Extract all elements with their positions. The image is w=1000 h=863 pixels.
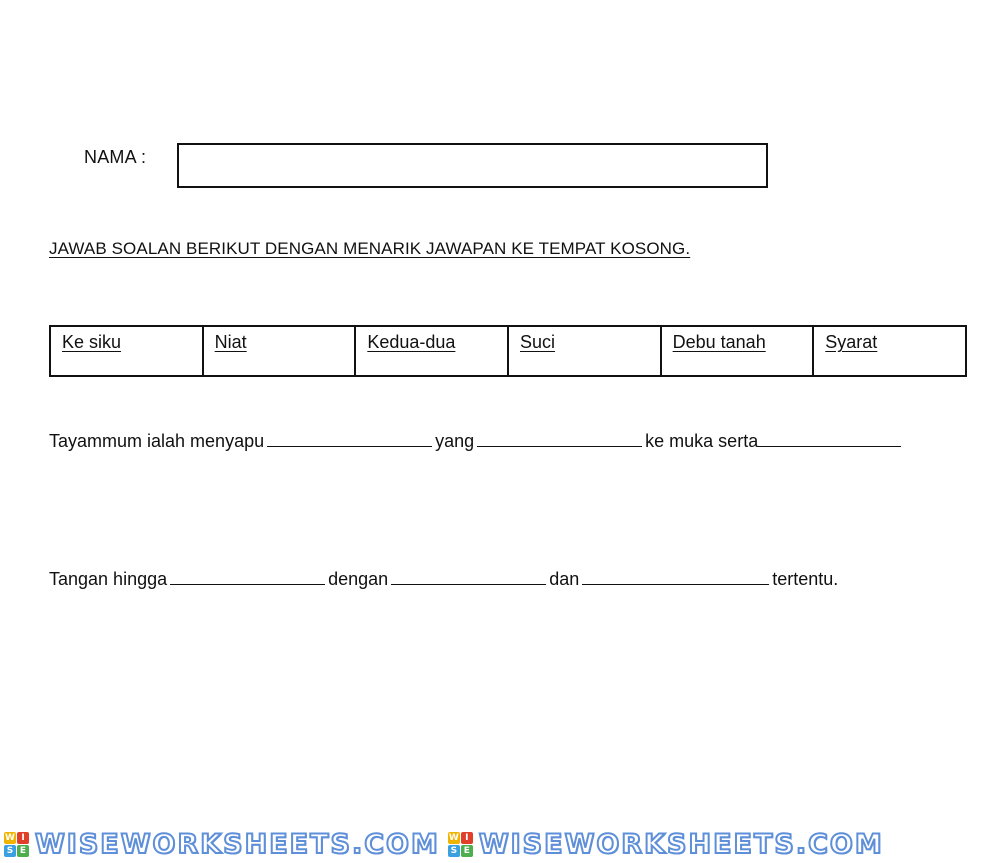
answer-cell bbox=[203, 326, 356, 376]
watermark-logo bbox=[448, 829, 884, 860]
sentence-text: Tangan hingga bbox=[49, 569, 168, 589]
sentence-text: dan bbox=[549, 569, 580, 589]
answer-option[interactable]: Kedua-dua bbox=[367, 332, 456, 352]
name-label: NAMA : bbox=[84, 147, 147, 167]
answer-option[interactable]: Syarat bbox=[825, 332, 878, 352]
answer-blank[interactable] bbox=[170, 566, 325, 585]
instruction-heading: JAWAB SOALAN BERIKUT DENGAN MENARIK JAWAPAN KE TEMPAT KOSONG. bbox=[49, 239, 691, 258]
sentence-text: tertentu. bbox=[772, 569, 839, 589]
footer-watermark bbox=[0, 826, 1000, 863]
answer-blank[interactable] bbox=[477, 428, 642, 447]
answer-blank[interactable] bbox=[391, 566, 546, 585]
answer-cell bbox=[355, 326, 508, 376]
answer-cell bbox=[508, 326, 661, 376]
sentence-2 bbox=[49, 566, 838, 590]
answer-cell bbox=[50, 326, 203, 376]
sentence-text: yang bbox=[435, 431, 475, 451]
answer-option[interactable]: Ke siku bbox=[62, 332, 122, 352]
answer-bank bbox=[49, 325, 967, 377]
sentence-text: dengan bbox=[328, 569, 389, 589]
watermark-logo bbox=[4, 829, 440, 860]
answer-option[interactable]: Debu tanah bbox=[672, 332, 766, 352]
brand-text: WISEWORKSHEETS.COM bbox=[478, 829, 884, 860]
answer-option[interactable]: Suci bbox=[519, 332, 555, 352]
name-input[interactable] bbox=[177, 143, 768, 188]
answer-blank[interactable] bbox=[582, 566, 769, 585]
brand-text: WISEWORKSHEETS.COM bbox=[35, 829, 440, 860]
answer-cell bbox=[813, 326, 966, 376]
answer-option[interactable]: Niat bbox=[214, 332, 247, 352]
answer-cell bbox=[661, 326, 814, 376]
logo-icon: W I S E bbox=[4, 832, 29, 857]
logo-icon: W I S E bbox=[448, 832, 473, 857]
sentence-text: Tayammum ialah menyapu bbox=[49, 431, 265, 451]
sentence-text: ke muka serta bbox=[645, 431, 759, 451]
answer-blank[interactable] bbox=[267, 428, 432, 447]
answer-blank[interactable] bbox=[758, 428, 901, 447]
sentence-1 bbox=[49, 428, 904, 452]
